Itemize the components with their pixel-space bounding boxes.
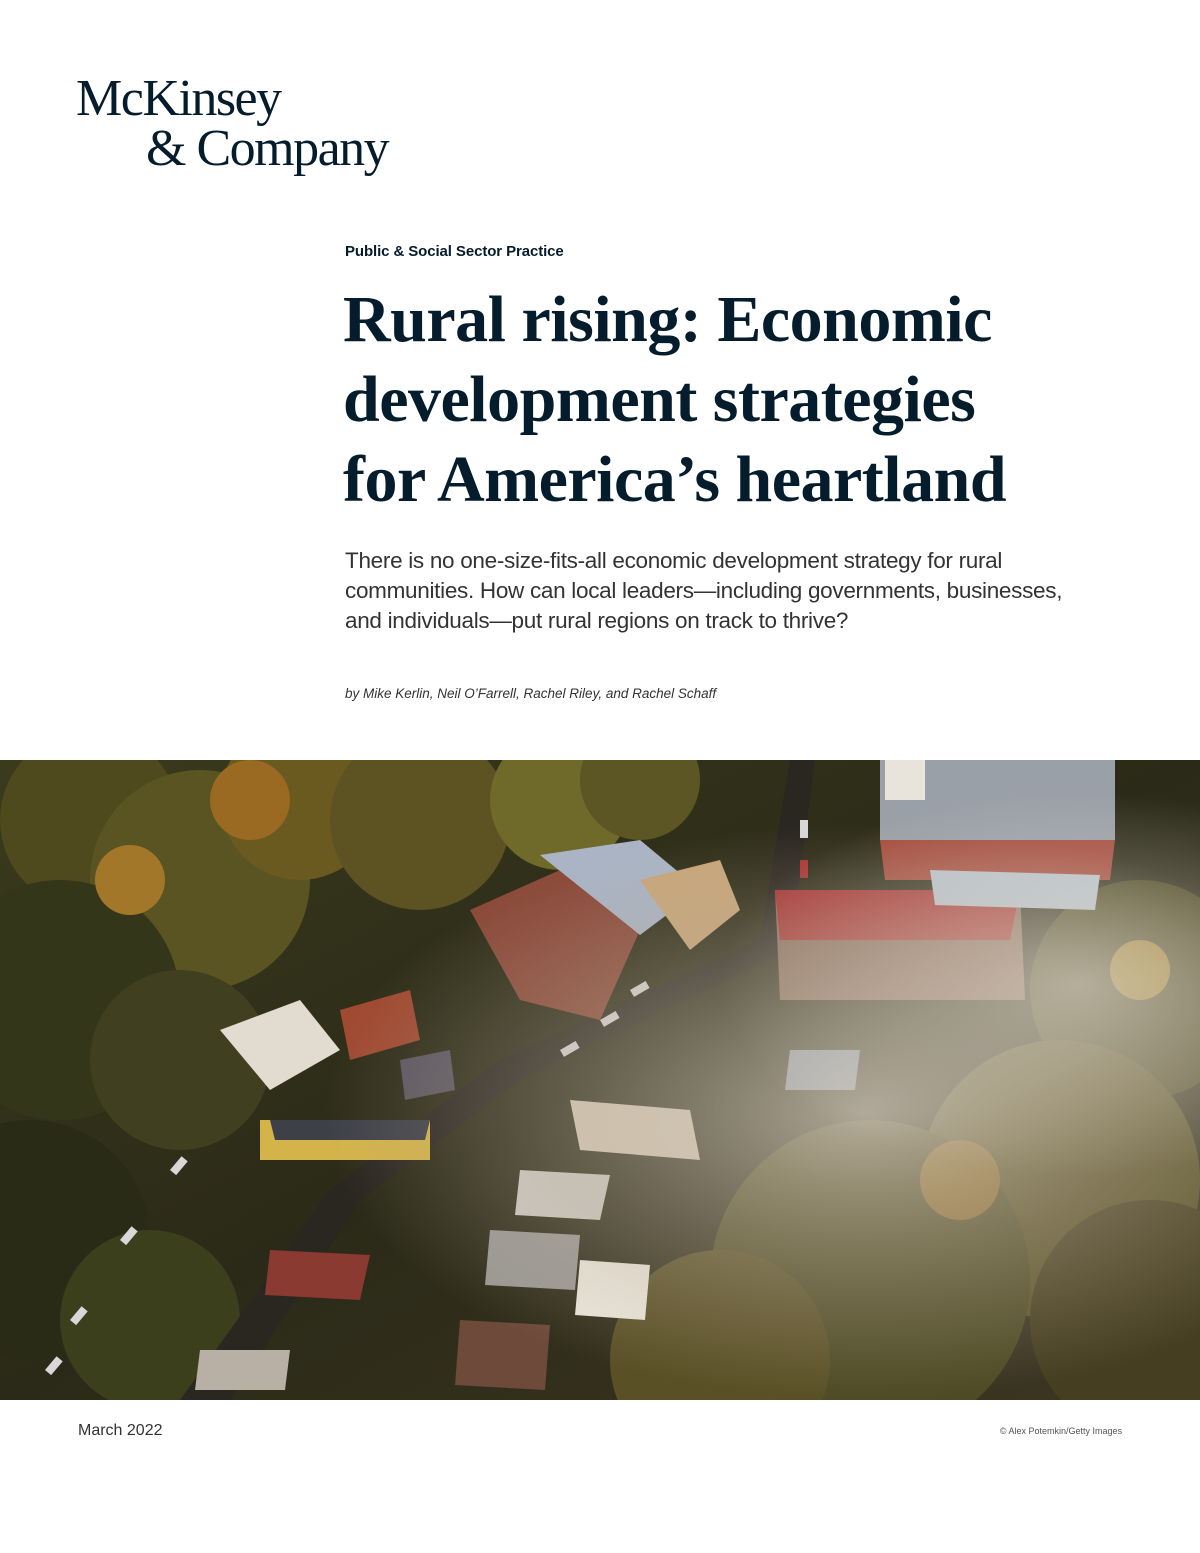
practice-label: Public & Social Sector Practice bbox=[345, 243, 564, 260]
photo-credit: © Alex Potemkin/Getty Images bbox=[999, 1426, 1122, 1436]
mckinsey-logo bbox=[76, 70, 389, 177]
article-title bbox=[343, 280, 1143, 520]
author-byline: by Mike Kerlin, Neil O’Farrell, Rachel Riley, and Rachel Schaff bbox=[345, 686, 717, 701]
title-line-3: for America’s heartland bbox=[343, 443, 1007, 516]
logo-line-1: McKinsey bbox=[76, 70, 281, 127]
aerial-town-photo bbox=[0, 760, 1200, 1400]
title-line-1: Rural rising: Economic bbox=[343, 283, 992, 356]
article-subtitle: There is no one-size-fits-all economic development strategy for rural communities. How can local leaders—including governments, businesses, and individuals—put rural regions on track to thrive? bbox=[345, 548, 1063, 633]
logo-line-2: & Company bbox=[146, 120, 389, 177]
title-line-2: development strategies bbox=[343, 363, 976, 436]
publication-date: March 2022 bbox=[78, 1422, 163, 1439]
